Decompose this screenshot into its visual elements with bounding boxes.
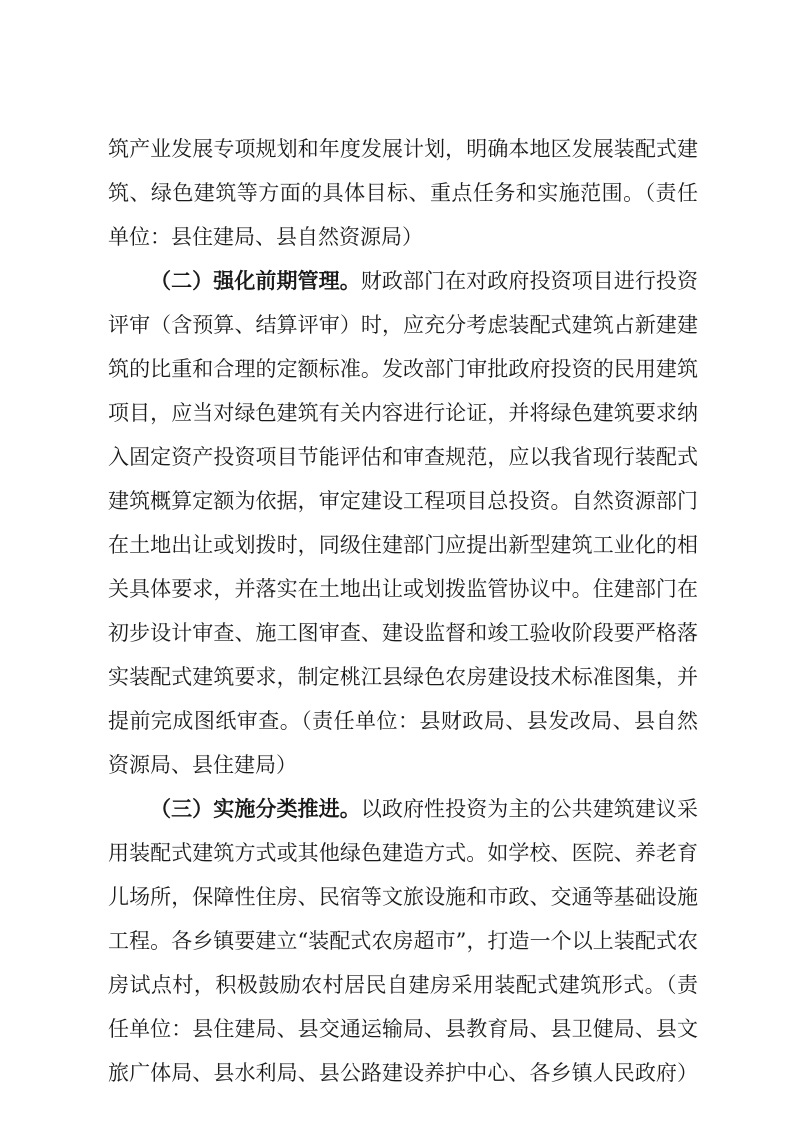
body-line: 建筑概算定额为依据，审定建设工程项目总投资。自然资源部门 — [108, 489, 698, 513]
body-line: 任单位：县住建局、县交通运输局、县教育局、县卫健局、县文 — [108, 1017, 698, 1041]
body-line: 房试点村，积极鼓励农村居民自建房采用装配式建筑形式。（责 — [108, 973, 698, 997]
body-line: 筑的比重和合理的定额标准。发改部门审批政府投资的民用建筑 — [108, 357, 698, 381]
body-line: 初步设计审查、施工图审查、建设监督和竣工验收阶段要严格落 — [108, 621, 698, 645]
section-2-first-line — [150, 259, 698, 303]
body-line: 资源局、县住建局） — [108, 753, 297, 777]
body-line: 旅广体局、县水利局、县公路建设养护中心、各乡镇人民政府） — [108, 1061, 698, 1085]
body-line: 儿场所，保障性住房、民宿等文旅设施和市政、交通等基础设施 — [108, 885, 698, 909]
body-line: 工程。各乡镇要建立“装配式农房超市”，打造一个以上装配式农 — [108, 929, 698, 953]
body-line: 关具体要求，并落实在土地出让或划拨监管协议中。住建部门在 — [108, 577, 698, 601]
body-line: 筑产业发展专项规划和年度发展计划，明确本地区发展装配式建 — [108, 137, 698, 161]
section-2-heading: （二）强化前期管理。 — [150, 268, 361, 293]
body-line: 入固定资产投资项目节能评估和审查规范，应以我省现行装配式 — [108, 445, 698, 469]
body-line: 在土地出让或划拨时，同级住建部门应提出新型建筑工业化的相 — [108, 533, 698, 557]
body-line: 评审（含预算、结算评审）时，应充分考虑装配式建筑占新建建 — [108, 313, 698, 337]
body-line: 筑、绿色建筑等方面的具体目标、重点任务和实施范围。（责任 — [108, 181, 698, 205]
body-line: 提前完成图纸审查。（责任单位：县财政局、县发改局、县自然 — [108, 709, 698, 733]
body-line: 单位：县住建局、县自然资源局） — [108, 225, 423, 249]
section-3-heading: （三）实施分类推进。 — [150, 796, 361, 821]
section-3-first-line — [150, 787, 698, 831]
section-2-first-line-text: 财政部门在对政府投资项目进行投资 — [360, 269, 699, 293]
section-3-first-line-text: 以政府性投资为主的公共建筑建议采 — [360, 797, 699, 821]
body-line: 用装配式建筑方式或其他绿色建造方式。如学校、医院、养老育 — [108, 841, 698, 865]
body-line: 实装配式建筑要求，制定桃江县绿色农房建设技术标准图集，并 — [108, 665, 698, 689]
body-line: 项目，应当对绿色建筑有关内容进行论证，并将绿色建筑要求纳 — [108, 401, 698, 425]
